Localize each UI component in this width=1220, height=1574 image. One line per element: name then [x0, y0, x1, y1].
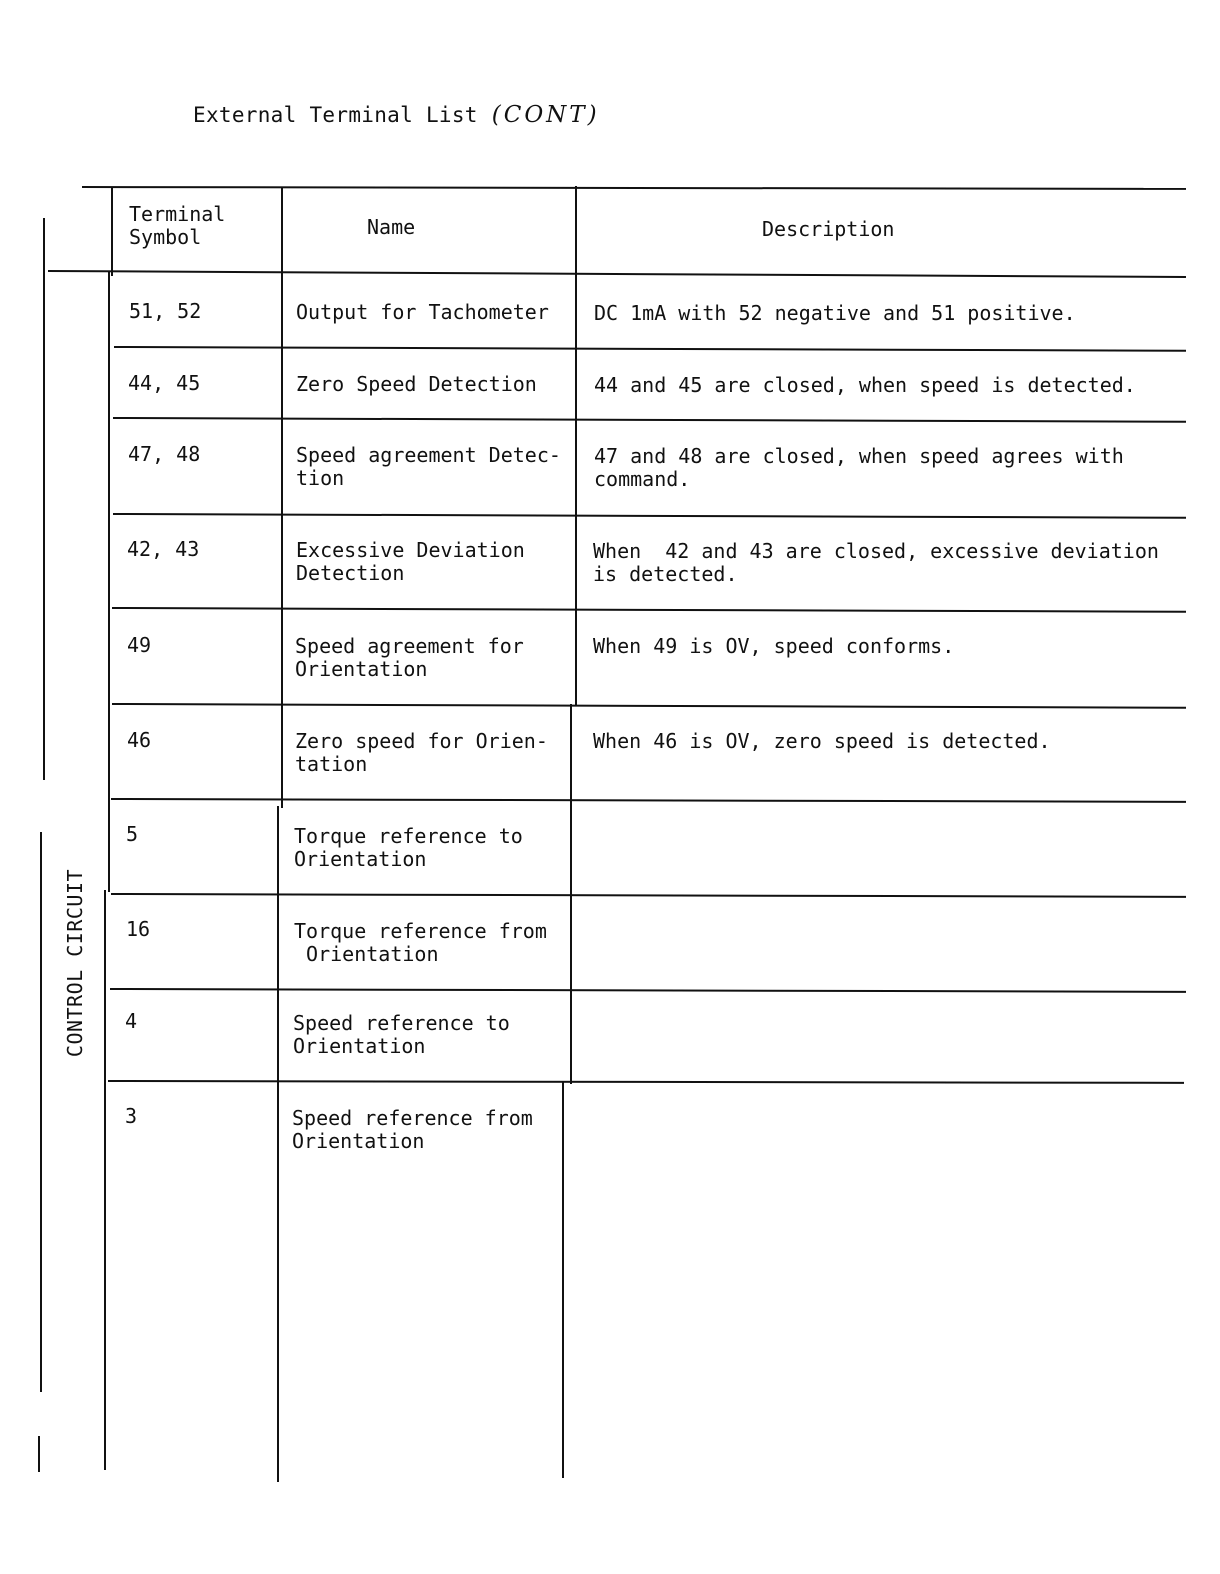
row-6-description: When 46 is OV, zero speed is detected. — [593, 729, 1051, 753]
row-5-description: When 49 is OV, speed conforms. — [593, 634, 955, 658]
row-rule-6 — [111, 798, 1186, 803]
row-1-symbol: 51, 52 — [129, 299, 202, 323]
row-7-symbol: 5 — [126, 822, 139, 846]
left-bracket-tick — [38, 1436, 40, 1472]
row-rule-8 — [110, 988, 1186, 993]
row-4-symbol: 42, 43 — [127, 537, 200, 561]
row-4-description: When 42 and 43 are closed, excessive deviation is detected. — [593, 539, 1159, 586]
page-title-continued: (CONT) — [491, 102, 600, 128]
row-10-name: Speed reference from Orientation — [292, 1106, 533, 1153]
control-circuit-label: CONTROL CIRCUIT — [63, 868, 87, 1058]
row-rule-2 — [113, 417, 1186, 423]
row-8-name: Torque reference from Orientation — [294, 919, 547, 966]
column-rule-description-left — [575, 186, 577, 706]
column-rule-symbol-left-body — [108, 272, 110, 892]
column-rule-symbol-left — [111, 188, 113, 276]
header-bottom-rule — [48, 270, 1186, 278]
row-3-name: Speed agreement Detec- tion — [296, 443, 561, 490]
row-6-name: Zero speed for Orien- tation — [295, 729, 548, 776]
row-8-symbol: 16 — [126, 917, 151, 941]
column-rule-description-left-bottom — [562, 1082, 564, 1478]
row-rule-9 — [108, 1080, 1184, 1084]
header-terminal-symbol: Terminal Symbol — [129, 202, 226, 249]
row-1-description: DC 1mA with 52 negative and 51 positive. — [594, 301, 1076, 325]
row-1-name: Output for Tachometer — [296, 300, 549, 324]
left-bracket-lower — [40, 832, 42, 1392]
row-7-name: Torque reference to Orientation — [294, 824, 523, 871]
column-rule-symbol-left-bottom — [104, 890, 106, 1470]
page-title-text: External Terminal List — [193, 103, 478, 127]
row-3-symbol: 47, 48 — [128, 442, 201, 466]
row-5-symbol: 49 — [127, 633, 152, 657]
row-9-name: Speed reference to Orientation — [293, 1011, 510, 1058]
header-description: Description — [762, 217, 895, 241]
row-4-name: Excessive Deviation Detection — [296, 538, 525, 585]
left-bracket-upper — [43, 218, 45, 780]
row-2-symbol: 44, 45 — [128, 371, 201, 395]
column-rule-name-left-bottom — [277, 806, 279, 1482]
table-top-rule — [82, 186, 1186, 190]
row-3-description: 47 and 48 are closed, when speed agrees with command. — [594, 444, 1124, 491]
row-rule-4 — [112, 607, 1186, 613]
row-rule-3 — [113, 513, 1186, 519]
row-5-name: Speed agreement for Orientation — [295, 634, 524, 681]
row-2-name: Zero Speed Detection — [296, 372, 537, 396]
row-10-symbol: 3 — [125, 1104, 138, 1128]
page-title — [193, 102, 600, 128]
row-rule-7 — [111, 893, 1186, 898]
row-6-symbol: 46 — [127, 728, 152, 752]
column-rule-name-left — [281, 188, 283, 808]
row-rule-1 — [114, 346, 1186, 352]
row-9-symbol: 4 — [125, 1009, 138, 1033]
row-2-description: 44 and 45 are closed, when speed is detected. — [594, 373, 1136, 397]
row-rule-5 — [112, 703, 1186, 709]
header-name: Name — [367, 215, 416, 239]
